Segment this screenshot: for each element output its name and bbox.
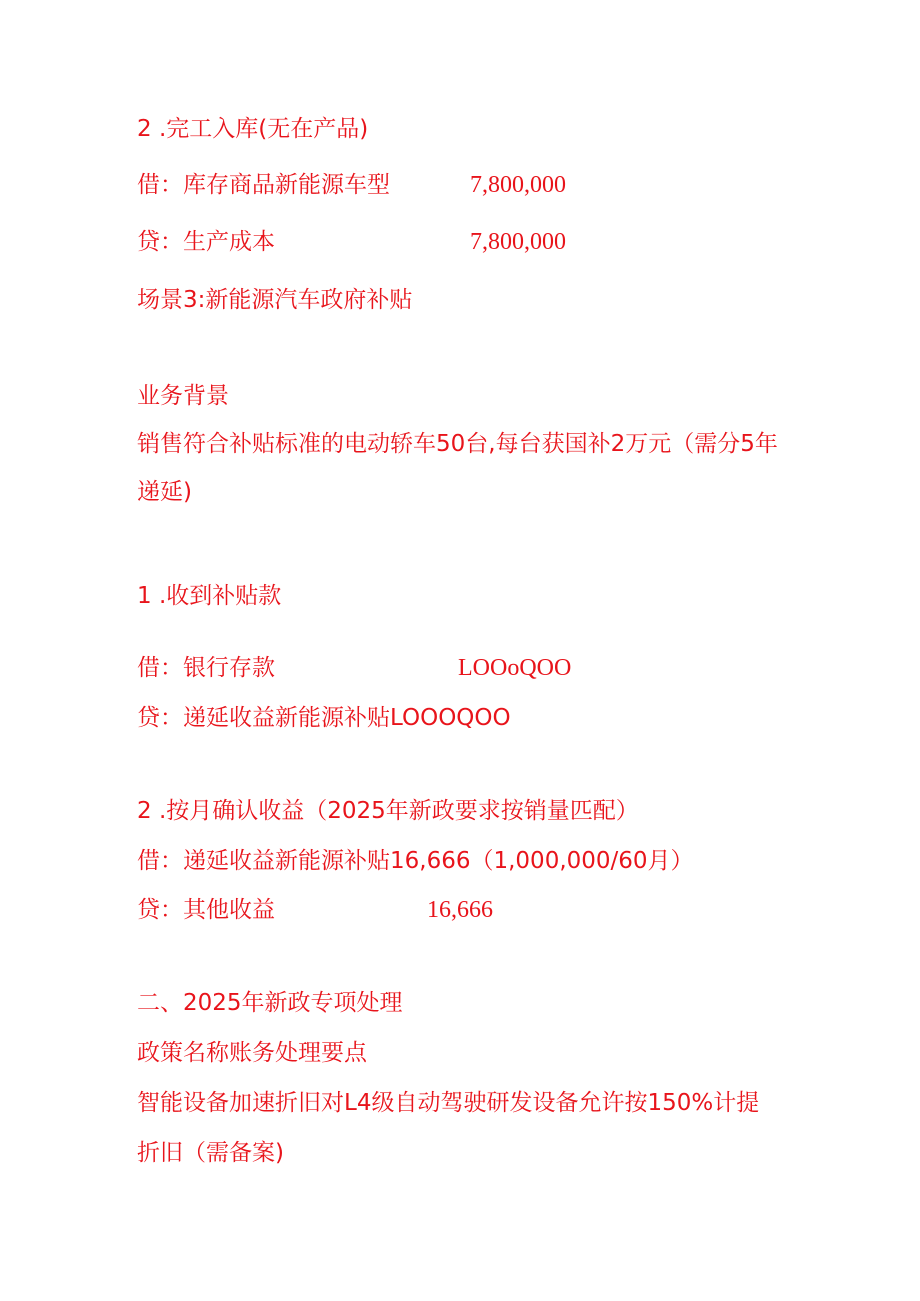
monthly-heading: 2 .按月确认收益（2025年新政要求按销量匹配） [137, 798, 639, 824]
policy-subheading: 政策名称账务处理要点 [137, 1040, 367, 1066]
policy-item-line-2: 折旧（需备案) [137, 1140, 284, 1166]
completion-credit-label: 贷：生产成本 [137, 229, 275, 255]
receive-debit-amount: LOOoQOO [458, 655, 572, 681]
background-line-2: 递延) [137, 479, 192, 505]
completion-debit-label: 借：库存商品新能源车型 [137, 172, 390, 198]
monthly-credit-label: 贷：其他收益 [137, 897, 275, 923]
policy-heading: 二、2025年新政专项处理 [137, 990, 403, 1016]
completion-debit-amount: 7,800,000 [470, 172, 566, 198]
receive-debit-label: 借：银行存款 [137, 655, 275, 681]
background-heading: 业务背景 [137, 383, 229, 409]
receive-credit-line: 贷：递延收益新能源补贴LOOOQOO [137, 705, 511, 731]
monthly-credit-amount: 16,666 [427, 897, 493, 923]
monthly-debit-line: 借：递延收益新能源补贴16,666（1,000,000/60月） [137, 848, 694, 874]
completion-heading: 2 .完工入库(无在产品) [137, 116, 369, 142]
scenario-title: 场景3:新能源汽车政府补贴 [137, 287, 413, 313]
completion-credit-amount: 7,800,000 [470, 229, 566, 255]
policy-item-line-1: 智能设备加速折旧对L4级自动驾驶研发设备允许按150%计提 [137, 1090, 760, 1116]
background-line-1: 销售符合补贴标准的电动轿车50台,每台获国补2万元（需分5年 [137, 431, 778, 457]
receive-heading: 1 .收到补贴款 [137, 583, 282, 609]
